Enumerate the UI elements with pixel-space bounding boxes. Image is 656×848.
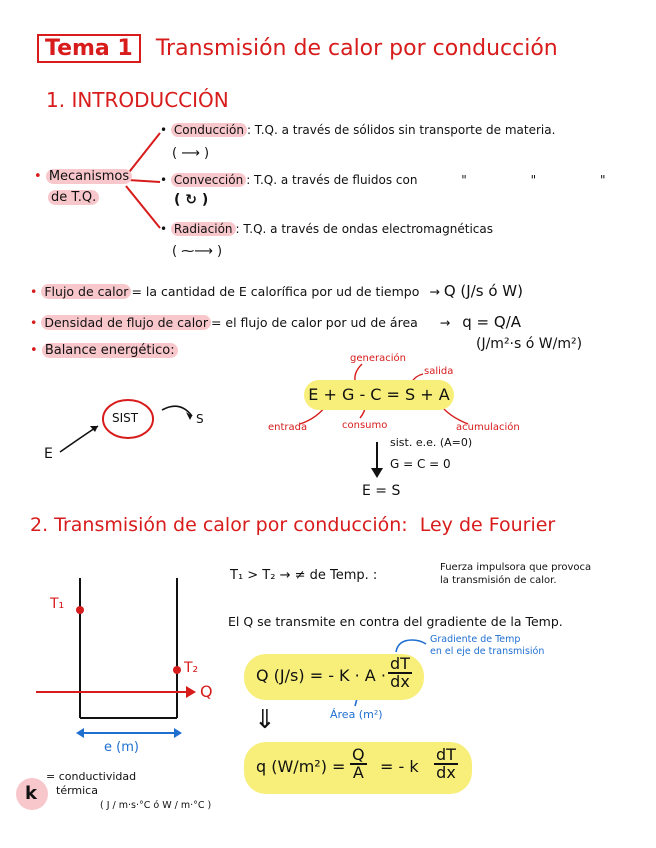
densidad-term: Densidad de flujo de calor [41, 315, 211, 330]
flujo-result: Q (J/s ó W) [443, 282, 523, 300]
conduccion-text: : T.Q. a través de sólidos sin transporte de materia. [246, 123, 556, 137]
k-def-line1: = conductividad [46, 770, 137, 783]
gradiente-line2: en el eje de transmisión [430, 646, 545, 657]
section2-heading-law: Ley de Fourier [419, 514, 556, 536]
implies-arrow: ⇓ [254, 705, 276, 735]
mecanismos-line2: de T.Q. [48, 190, 99, 205]
conduccion-item: • Conducción : T.Q. a través de sólidos sin transporte de materia. [160, 123, 556, 137]
steady-state-note: sist. e.e. (A=0) [390, 436, 473, 449]
densidad-units: (J/m²·s ó W/m²) [476, 336, 583, 352]
eq2-derivative [434, 747, 458, 781]
gradiente-note [430, 634, 544, 658]
radiacion-term: Radiación [171, 222, 236, 236]
eq1-derivative [388, 656, 412, 690]
section2-heading-prefix: 2. Transmisión de calor por conducción: [30, 514, 408, 536]
generacion-label: generación [350, 353, 406, 364]
fuerza-line2: la transmisión de calor. [440, 575, 557, 586]
k-def-line2: térmica [56, 784, 98, 797]
flujo-term: Flujo de calor [41, 284, 131, 299]
densidad-result: q = Q/A [462, 313, 522, 331]
page-title: Transmisión de calor por conducción [155, 36, 558, 61]
balance-line: • Balance energético: [30, 343, 178, 358]
conveccion-symbol: ( ↻ ) [174, 192, 209, 208]
conveccion-item: • Convección : T.Q. a través de fluidos con " " " [160, 173, 606, 187]
k-symbol: k [25, 783, 37, 804]
radiacion-item: • Radiación : T.Q. a través de ondas electromagnéticas [160, 222, 493, 236]
eq2-Q: Q [352, 745, 365, 764]
q-flow-label: Q [200, 682, 213, 701]
eq1-dx: dx [390, 672, 410, 691]
mecanismos-line1: Mecanismos [46, 169, 132, 184]
tema-label: Tema 1 [37, 34, 141, 63]
mecanismos-label: • Mecanismos de T.Q. [34, 166, 132, 208]
k-definition [46, 770, 136, 798]
fuerza-line1: Fuerza impulsora que provoca [440, 562, 592, 573]
page-header [37, 36, 558, 61]
section2-heading [30, 514, 555, 536]
gradiente-line1: Gradiente de Temp [430, 634, 521, 645]
s-label: S [196, 412, 204, 426]
eq2-lhs: q (W/m²) = [256, 757, 346, 776]
balance-equation: E + G - C = S + A [304, 380, 454, 410]
eq2-dT: dT [436, 745, 456, 764]
eq1-dT: dT [390, 654, 410, 673]
t1-label: T₁ [50, 596, 65, 612]
densidad-text: = el flujo de calor por ud de área [210, 315, 418, 330]
fourier-equation [244, 654, 424, 700]
consumo-label: consumo [342, 420, 388, 431]
heat-flux-equation [244, 742, 472, 794]
conduccion-term: Conducción [171, 123, 247, 137]
t2-label: T₂ [184, 660, 199, 676]
flujo-text: = la cantidad de E calorífica por ud de tiempo [131, 284, 420, 299]
fuerza-note [440, 561, 591, 587]
conveccion-term: Convección [171, 173, 246, 187]
intro-heading: 1. INTRODUCCIÓN [46, 88, 229, 112]
ditto-2: " [530, 173, 537, 187]
radiacion-symbol: ( ⁓⟶ ) [172, 244, 223, 259]
conveccion-text: : T.Q. a través de fluidos con [246, 173, 418, 187]
entrada-label: entrada [268, 422, 308, 433]
eq2-dx: dx [436, 763, 456, 782]
eq2-A: A [352, 763, 364, 782]
flujo-line: • Flujo de calor = la cantidad de E calorífica por ud de tiempo → Q (J/s ó W) [30, 282, 523, 300]
ditto-3: " [600, 173, 606, 187]
densidad-line: • Densidad de flujo de calor = el flujo de calor por ud de área → q = Q/A [30, 313, 522, 331]
eq2-fraction-QA [350, 747, 367, 781]
area-note: Área (m²) [330, 708, 383, 721]
temp-relation: T₁ > T₂ → ≠ de Temp. : [230, 568, 378, 583]
k-units: ( J / m·s·°C ó W / m·°C ) [100, 800, 212, 811]
radiacion-text: : T.Q. a través de ondas electromagnéticas [235, 222, 493, 236]
eq1-lhs: Q (J/s) = - K · A · [256, 666, 386, 685]
balance-result: E = S [362, 483, 401, 499]
gc-note: G = C = 0 [390, 457, 451, 471]
e-label: E [44, 446, 53, 462]
ditto-1: " [461, 173, 467, 187]
sist-label: SIST [112, 411, 139, 425]
e-thickness-label: e (m) [104, 740, 139, 755]
salida-label: salida [424, 366, 454, 377]
eq2-mid: = - k [380, 757, 419, 776]
balance-term: Balance energético: [42, 343, 178, 358]
gradient-sentence: El Q se transmite en contra del gradiente de la Temp. [228, 614, 563, 629]
conduccion-symbol: ( ⟶ ) [172, 146, 210, 161]
acumulacion-label: acumulación [456, 422, 520, 433]
